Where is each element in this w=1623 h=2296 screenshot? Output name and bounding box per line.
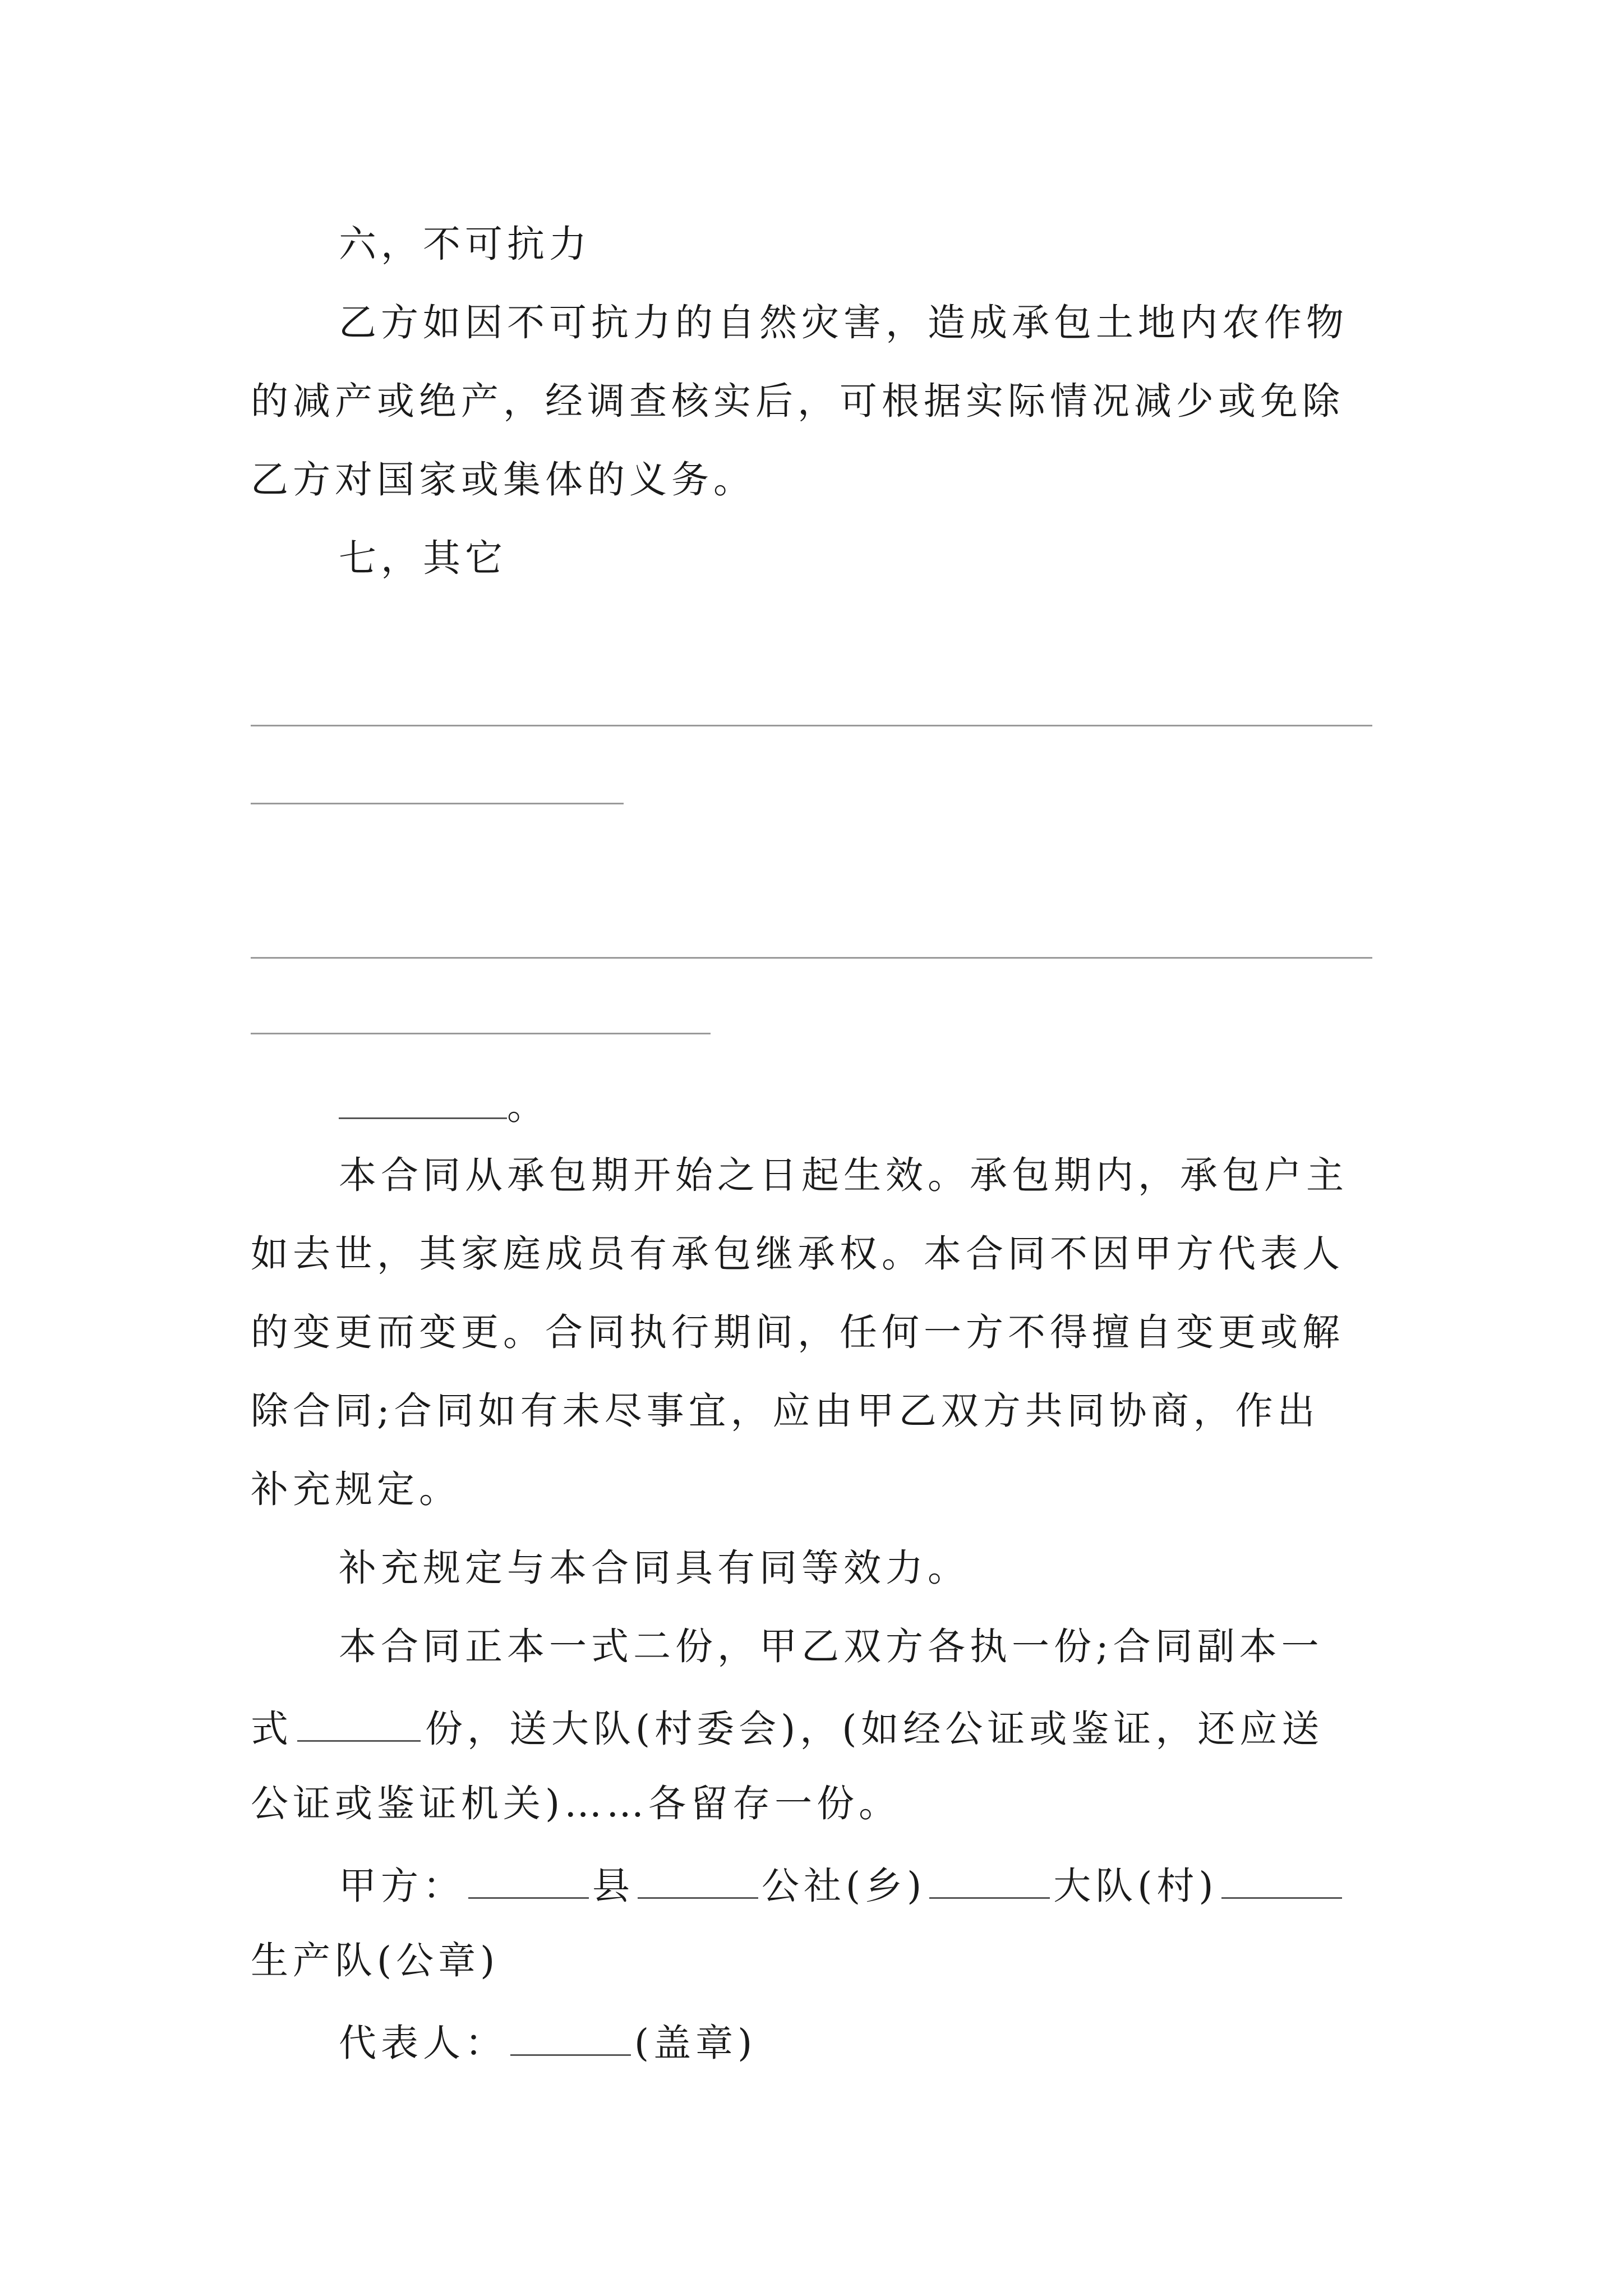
copies-line-2 xyxy=(251,1706,1324,1751)
brigade-blank xyxy=(929,1864,1050,1899)
copies-line-3: 公证或鉴证机关)……各留存一份。 xyxy=(251,1782,901,1825)
effect-line-3: 的变更而变更。合同执行期间，任何一方不得擅自变更或解 xyxy=(251,1310,1344,1354)
effect-line-4: 除合同;合同如有未尽事宜，应由甲乙双方共同协商，作出 xyxy=(251,1389,1320,1433)
blank-underline xyxy=(339,1084,507,1119)
section-7-heading: 七，其它 xyxy=(339,536,507,580)
effect-line-1: 本合同从承包期开始之日起生效。承包期内，承包户主 xyxy=(339,1153,1348,1197)
party-a-label: 甲方： xyxy=(339,1864,465,1908)
representative-line xyxy=(339,2021,757,2065)
fill-in-line-4 xyxy=(251,1033,711,1034)
fill-in-line-3 xyxy=(251,957,1372,959)
section-6-heading: 六，不可抗力 xyxy=(339,222,591,266)
copies-line-1: 本合同正本一式二份，甲乙双方各执一份;合同副本一 xyxy=(339,1625,1324,1668)
supplement-line: 补充规定与本合同具有同等效力。 xyxy=(339,1546,970,1590)
copies-count-blank xyxy=(297,1706,421,1742)
fill-in-line-1 xyxy=(251,725,1372,726)
section-6-line-1: 乙方如因不可抗力的自然灾害，造成承包土地内农作物 xyxy=(339,301,1348,344)
brigade-label: 大队(村) xyxy=(1053,1864,1218,1908)
section-7-blank-line xyxy=(339,1084,549,1128)
section-6-line-2: 的减产或绝产，经调查核实后，可根据实际情况减少或免除 xyxy=(251,379,1344,423)
copies-suffix: 份，送大队(村委会)，(如经公证或鉴证，还应送 xyxy=(425,1707,1324,1751)
commune-label: 公社(乡) xyxy=(762,1864,926,1908)
party-a-line xyxy=(339,1864,1342,1908)
fill-in-line-2 xyxy=(251,803,624,804)
seal-label: (盖章) xyxy=(634,2021,757,2065)
effect-line-2: 如去世，其家庭成员有承包继承权。本合同不因甲方代表人 xyxy=(251,1232,1344,1276)
period: 。 xyxy=(507,1084,549,1128)
commune-blank xyxy=(638,1864,758,1899)
representative-label: 代表人： xyxy=(339,2021,507,2065)
county-blank xyxy=(468,1864,589,1899)
team-blank xyxy=(1221,1864,1342,1899)
copies-prefix: 式 xyxy=(251,1707,293,1751)
county-label: 县 xyxy=(592,1864,634,1908)
section-6-line-3: 乙方对国家或集体的义务。 xyxy=(251,458,755,501)
party-a-team-line: 生产队(公章) xyxy=(251,1939,500,1982)
effect-line-5: 补充规定。 xyxy=(251,1467,461,1511)
representative-blank xyxy=(510,2021,631,2056)
